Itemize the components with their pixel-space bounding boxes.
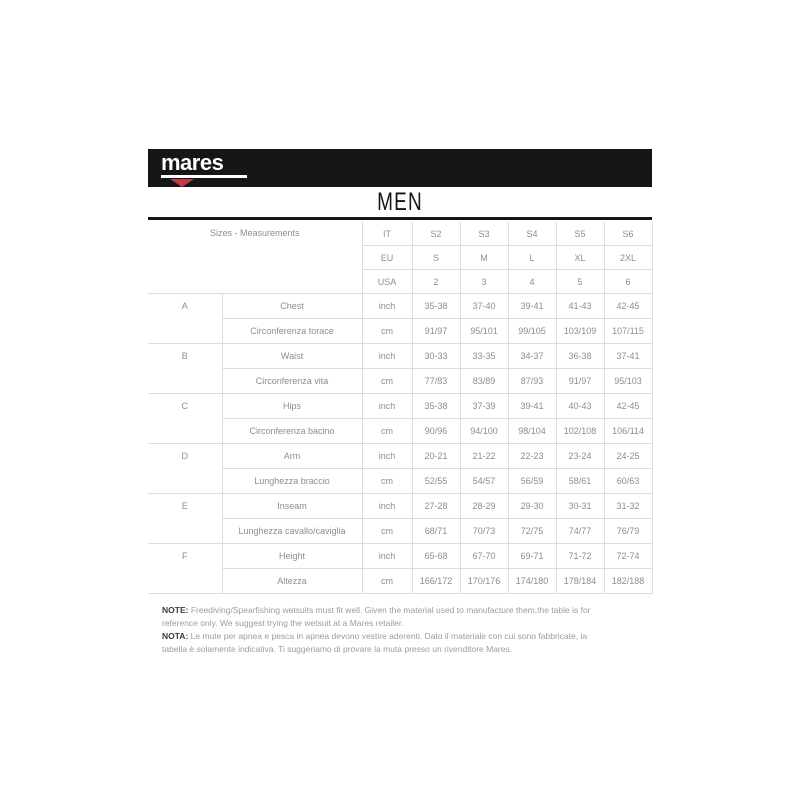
measure-value: 30-31 — [556, 494, 604, 519]
measure-name: Arm — [222, 444, 362, 469]
measure-value: 71-72 — [556, 544, 604, 569]
note-italian-label: NOTA: — [162, 631, 189, 641]
measure-unit: cm — [362, 319, 412, 344]
measure-value: 56/59 — [508, 469, 556, 494]
measure-name: Hips — [222, 394, 362, 419]
measure-value: 107/115 — [604, 319, 652, 344]
header-size: M — [460, 246, 508, 270]
note-english — [162, 604, 600, 630]
mares-logo-text: mares — [161, 150, 224, 175]
measure-value: 20-21 — [412, 444, 460, 469]
measure-value: 83/89 — [460, 369, 508, 394]
measure-value: 106/114 — [604, 419, 652, 444]
measure-value: 34-37 — [508, 344, 556, 369]
brand-bar — [148, 149, 652, 187]
measure-unit: inch — [362, 544, 412, 569]
measure-value: 182/188 — [604, 569, 652, 594]
measure-value: 54/57 — [460, 469, 508, 494]
measure-name: Lunghezza braccio — [222, 469, 362, 494]
measure-value: 23-24 — [556, 444, 604, 469]
group-letter-c: C — [148, 394, 222, 444]
sizes-measurements-label: Sizes - Measurements — [148, 222, 362, 294]
header-size: 3 — [460, 270, 508, 294]
measure-value: 174/180 — [508, 569, 556, 594]
measure-value: 67-70 — [460, 544, 508, 569]
measure-value: 65-68 — [412, 544, 460, 569]
measure-value: 87/93 — [508, 369, 556, 394]
header-size: 2XL — [604, 246, 652, 270]
header-size: S6 — [604, 222, 652, 246]
measure-unit: inch — [362, 294, 412, 319]
measure-value: 39-41 — [508, 394, 556, 419]
group-letter-d: D — [148, 444, 222, 494]
measure-name: Circonferenza vita — [222, 369, 362, 394]
group-letter-b: B — [148, 344, 222, 394]
measure-unit: cm — [362, 469, 412, 494]
header-size: S4 — [508, 222, 556, 246]
header-size: 2 — [412, 270, 460, 294]
measure-name: Chest — [222, 294, 362, 319]
header-region-usa: USA — [362, 270, 412, 294]
header-size: XL — [556, 246, 604, 270]
measure-unit: inch — [362, 444, 412, 469]
measure-value: 98/104 — [508, 419, 556, 444]
measure-value: 95/101 — [460, 319, 508, 344]
measure-value: 69-71 — [508, 544, 556, 569]
measure-value: 178/184 — [556, 569, 604, 594]
measure-value: 42-45 — [604, 294, 652, 319]
measure-name: Height — [222, 544, 362, 569]
measure-unit: inch — [362, 494, 412, 519]
group-letter-a: A — [148, 294, 222, 344]
measure-value: 29-30 — [508, 494, 556, 519]
measure-value: 39-41 — [508, 294, 556, 319]
size-chart-sheet — [148, 149, 652, 656]
measure-value: 74/77 — [556, 519, 604, 544]
measure-value: 68/71 — [412, 519, 460, 544]
logo-arrow-icon — [170, 179, 194, 187]
measure-name: Lunghezza cavallo/caviglia — [222, 519, 362, 544]
measure-value: 35-38 — [412, 294, 460, 319]
measure-value: 27-28 — [412, 494, 460, 519]
measure-value: 70/73 — [460, 519, 508, 544]
header-size: S — [412, 246, 460, 270]
group-letter-f: F — [148, 544, 222, 594]
header-size: 4 — [508, 270, 556, 294]
header-region-eu: EU — [362, 246, 412, 270]
measure-value: 90/96 — [412, 419, 460, 444]
measure-value: 103/109 — [556, 319, 604, 344]
header-size: S2 — [412, 222, 460, 246]
measure-value: 37-39 — [460, 394, 508, 419]
measure-name: Altezza — [222, 569, 362, 594]
measure-name: Circonferenza torace — [222, 319, 362, 344]
measure-name: Circonferenza bacino — [222, 419, 362, 444]
measure-value: 91/97 — [556, 369, 604, 394]
measure-value: 102/108 — [556, 419, 604, 444]
logo-underline — [161, 175, 247, 178]
page-title: MEN — [377, 188, 423, 216]
measure-name: Waist — [222, 344, 362, 369]
measure-value: 72-74 — [604, 544, 652, 569]
measure-value: 42-45 — [604, 394, 652, 419]
measure-value: 72/75 — [508, 519, 556, 544]
measure-unit: cm — [362, 419, 412, 444]
note-italian — [162, 630, 600, 656]
header-size: S5 — [556, 222, 604, 246]
mares-logo — [161, 152, 251, 187]
measure-value: 37-41 — [604, 344, 652, 369]
measure-value: 40-43 — [556, 394, 604, 419]
measure-value: 33-35 — [460, 344, 508, 369]
note-english-label: NOTE: — [162, 605, 189, 615]
measure-unit: inch — [362, 344, 412, 369]
measure-unit: cm — [362, 519, 412, 544]
header-size: 6 — [604, 270, 652, 294]
measure-value: 52/55 — [412, 469, 460, 494]
measure-value: 166/172 — [412, 569, 460, 594]
measure-unit: inch — [362, 394, 412, 419]
measure-value: 94/100 — [460, 419, 508, 444]
size-table — [148, 222, 653, 594]
measure-value: 60/63 — [604, 469, 652, 494]
measure-unit: cm — [362, 569, 412, 594]
measure-value: 35-38 — [412, 394, 460, 419]
measure-value: 41-43 — [556, 294, 604, 319]
measure-value: 170/176 — [460, 569, 508, 594]
measure-value: 24-25 — [604, 444, 652, 469]
header-size: L — [508, 246, 556, 270]
measure-name: Inseam — [222, 494, 362, 519]
measure-value: 91/97 — [412, 319, 460, 344]
measure-value: 31-32 — [604, 494, 652, 519]
header-size: 5 — [556, 270, 604, 294]
header-region-it: IT — [362, 222, 412, 246]
note-english-text: Freediving/Spearfishing wetsuits must fit well. Given the material used to manufacture them,the table is for reference only. We suggest trying the wetsuit at a Mares retailer. — [162, 605, 591, 628]
measure-value: 58/61 — [556, 469, 604, 494]
measure-value: 28-29 — [460, 494, 508, 519]
title-divider — [148, 217, 652, 220]
measure-value: 76/79 — [604, 519, 652, 544]
note-italian-text: Le mute per apnea e pesca in apnea devono vestire aderenti. Dato il materiale con cui sono fabbricate, la tabella è solamente indicativa. Ti suggeriamo di provare la muta presso un rivenditore Mares. — [162, 631, 588, 654]
header-size: S3 — [460, 222, 508, 246]
measure-value: 99/105 — [508, 319, 556, 344]
measure-value: 77/83 — [412, 369, 460, 394]
measure-value: 36-38 — [556, 344, 604, 369]
measure-value: 21-22 — [460, 444, 508, 469]
group-letter-e: E — [148, 494, 222, 544]
measure-value: 37-40 — [460, 294, 508, 319]
measure-value: 30-33 — [412, 344, 460, 369]
measure-unit: cm — [362, 369, 412, 394]
measure-value: 95/103 — [604, 369, 652, 394]
measure-value: 22-23 — [508, 444, 556, 469]
notes-section — [162, 604, 600, 656]
